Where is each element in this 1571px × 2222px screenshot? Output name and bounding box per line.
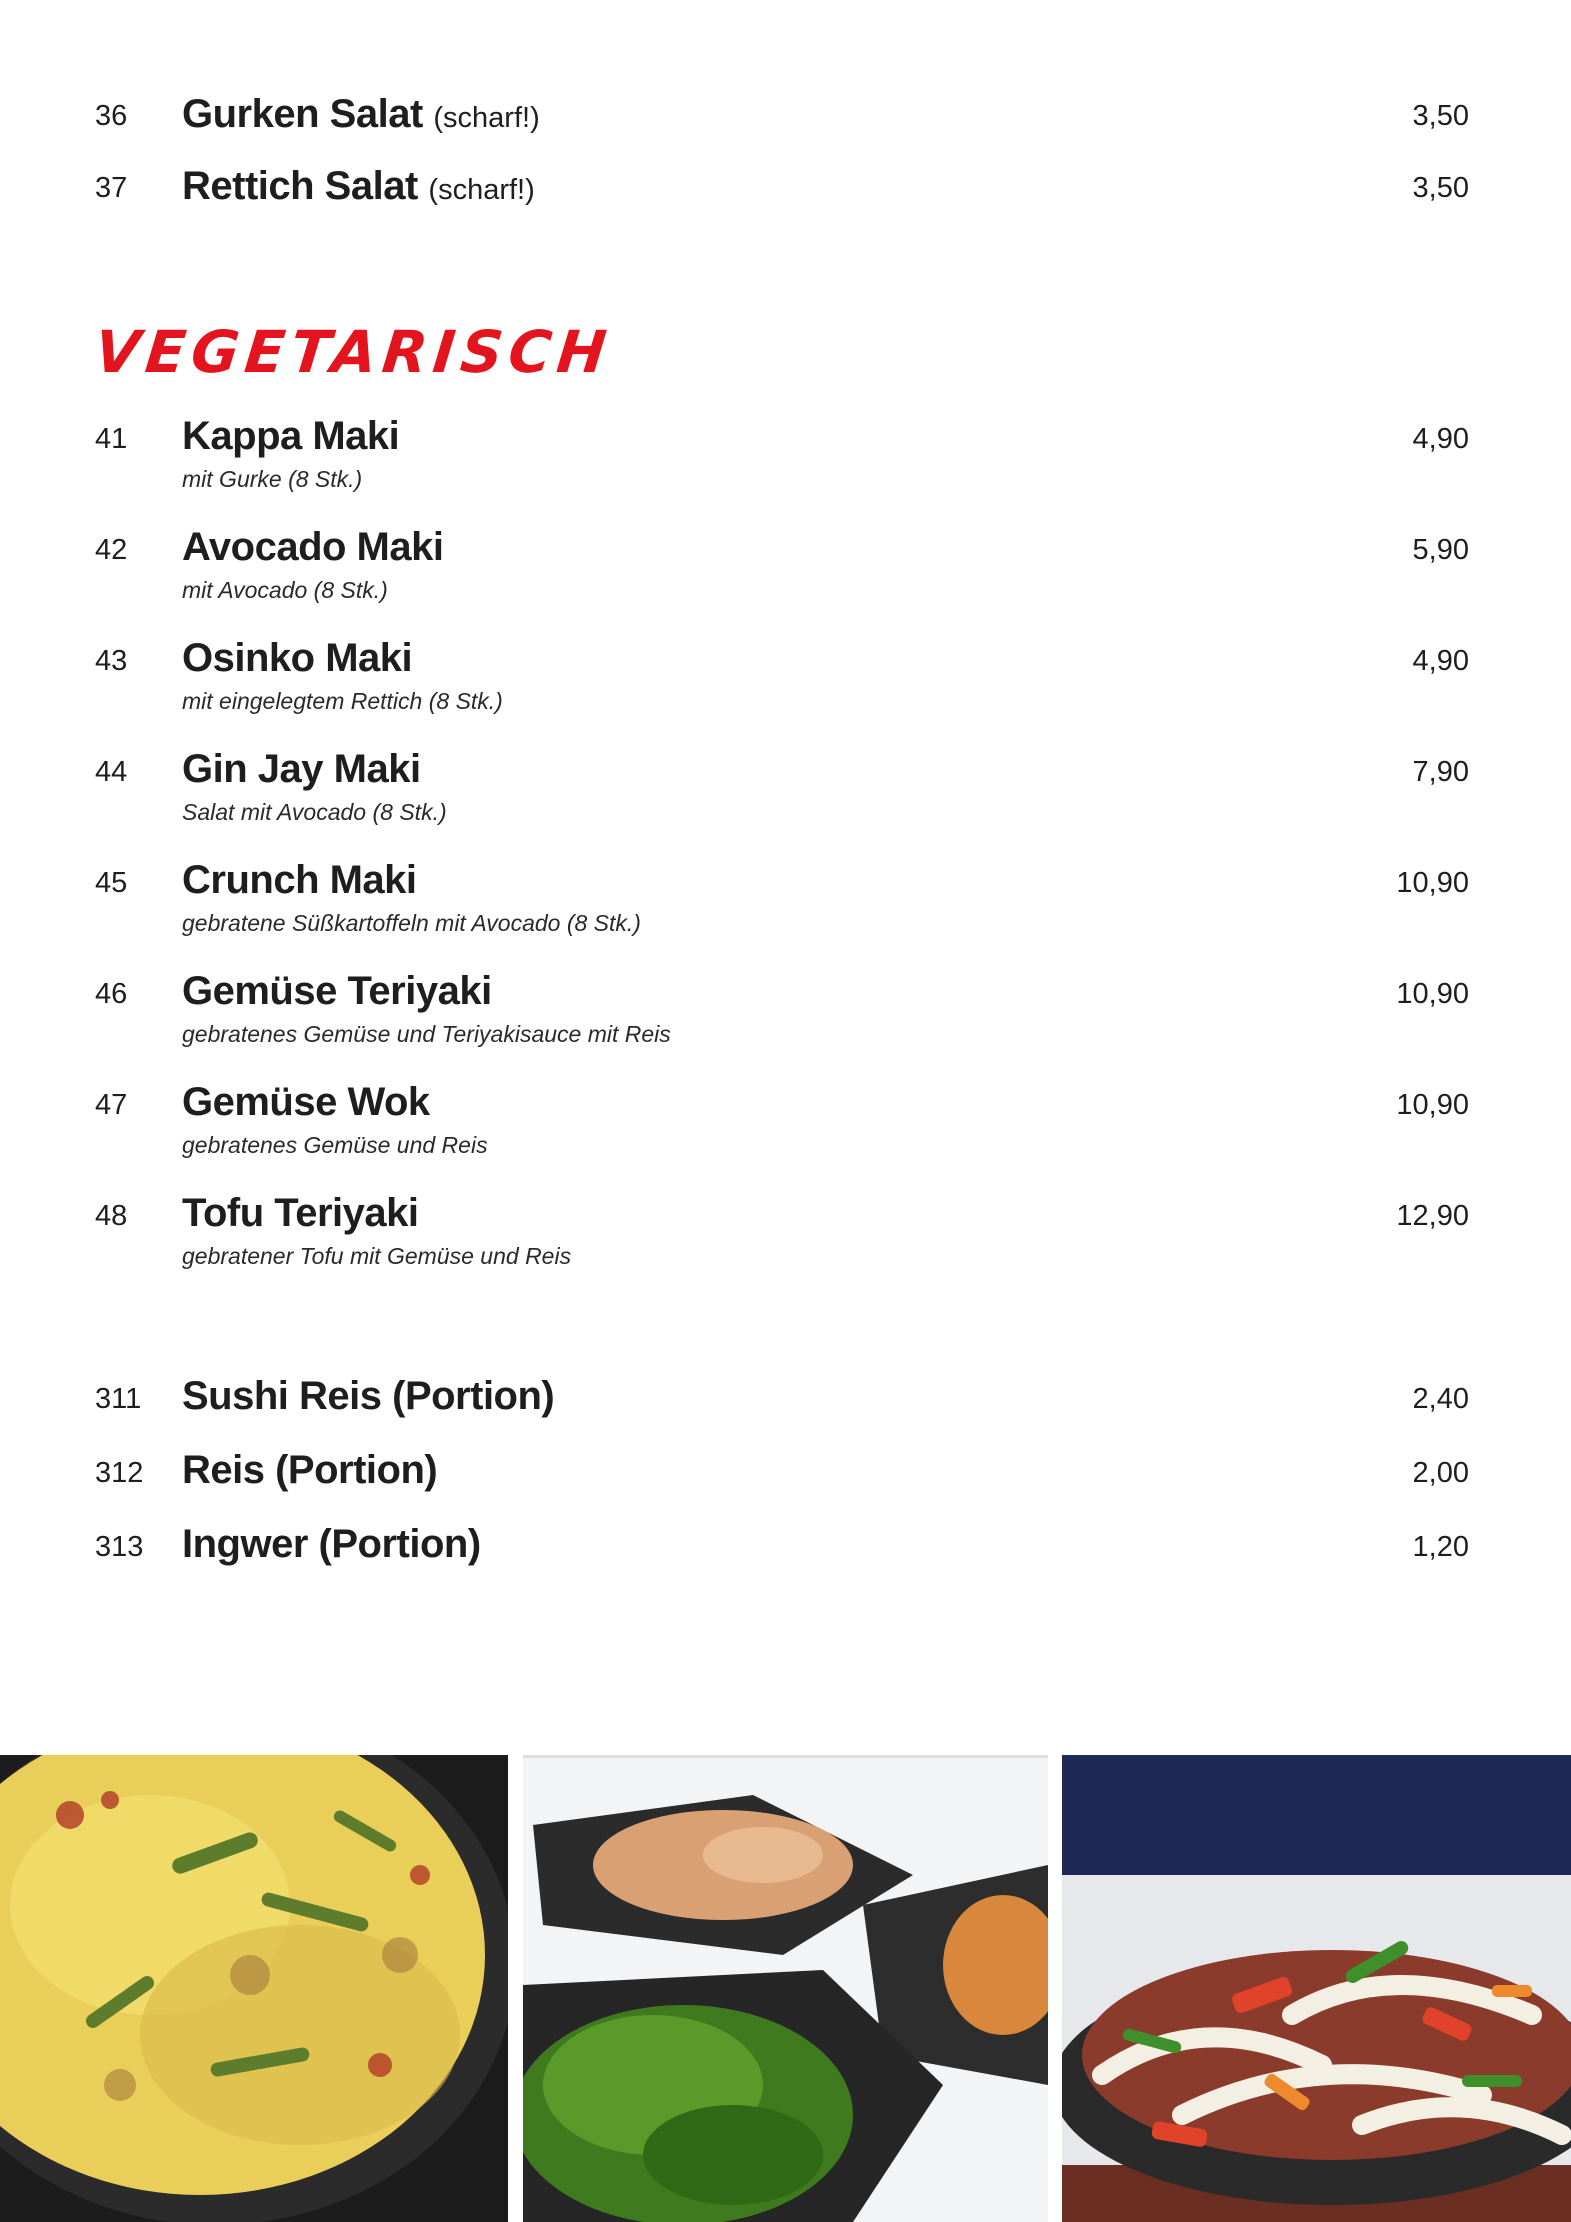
item-price: 4,90 (1412, 423, 1469, 455)
item-price: 10,90 (1396, 867, 1469, 899)
item-price: 2,40 (1412, 1383, 1469, 1415)
item-name: Reis (Portion) (182, 1448, 438, 1492)
item-price: 1,20 (1412, 1531, 1469, 1563)
item-number: 48 (95, 1200, 128, 1232)
item-description: mit Avocado (8 Stk.) (182, 577, 388, 603)
item-price: 7,90 (1412, 756, 1469, 788)
item-description: mit eingelegtem Rettich (8 Stk.) (182, 688, 503, 714)
item-name: Gemüse Wok (182, 1080, 430, 1124)
item-number: 44 (95, 756, 128, 788)
item-price: 12,90 (1396, 1200, 1469, 1232)
item-number: 313 (95, 1531, 144, 1563)
item-number: 37 (95, 172, 128, 204)
item-name: Osinko Maki (182, 636, 413, 680)
item-price: 3,50 (1412, 172, 1469, 204)
item-number: 41 (95, 423, 128, 455)
item-name: Tofu Teriyaki (182, 1191, 419, 1235)
item-price: 2,00 (1412, 1457, 1469, 1489)
item-name: Gemüse Teriyaki (182, 969, 492, 1013)
item-note: (scharf!) (433, 102, 540, 134)
item-name: Sushi Reis (Portion) (182, 1374, 555, 1418)
item-description: Salat mit Avocado (8 Stk.) (182, 799, 447, 825)
item-name: Avocado Maki (182, 525, 444, 569)
item-number: 45 (95, 867, 128, 899)
item-note: (scharf!) (428, 174, 535, 206)
item-price: 5,90 (1412, 534, 1469, 566)
item-name: Crunch Maki (182, 858, 417, 902)
item-number: 43 (95, 645, 128, 677)
item-name: Kappa Maki (182, 414, 400, 458)
item-number: 312 (95, 1457, 144, 1489)
item-price: 10,90 (1396, 978, 1469, 1010)
item-name (182, 164, 535, 209)
item-description: gebratene Süßkartoffeln mit Avocado (8 Stk.) (182, 910, 641, 936)
item-price: 3,50 (1412, 100, 1469, 132)
section-title: VEGETARISCH (91, 318, 616, 386)
item-name: Gin Jay Maki (182, 747, 421, 791)
item-description: mit Gurke (8 Stk.) (182, 466, 363, 492)
item-price: 4,90 (1412, 645, 1469, 677)
stir-fry-photo (1062, 1755, 1571, 2222)
item-name: Ingwer (Portion) (182, 1522, 481, 1566)
item-number: 46 (95, 978, 128, 1010)
pancake-photo (0, 1755, 508, 2222)
side-dishes-photo (523, 1755, 1048, 2222)
item-name-text: Gurken Salat (182, 92, 423, 136)
item-number: 311 (95, 1383, 142, 1415)
item-number: 47 (95, 1089, 128, 1121)
item-number: 42 (95, 534, 128, 566)
item-number: 36 (95, 100, 128, 132)
item-description: gebratenes Gemüse und Reis (182, 1132, 488, 1158)
item-price: 10,90 (1396, 1089, 1469, 1121)
item-description: gebratener Tofu mit Gemüse und Reis (182, 1243, 572, 1269)
item-description: gebratenes Gemüse und Teriyakisauce mit Reis (182, 1021, 671, 1047)
item-name-text: Rettich Salat (182, 164, 418, 208)
item-name (182, 92, 540, 137)
